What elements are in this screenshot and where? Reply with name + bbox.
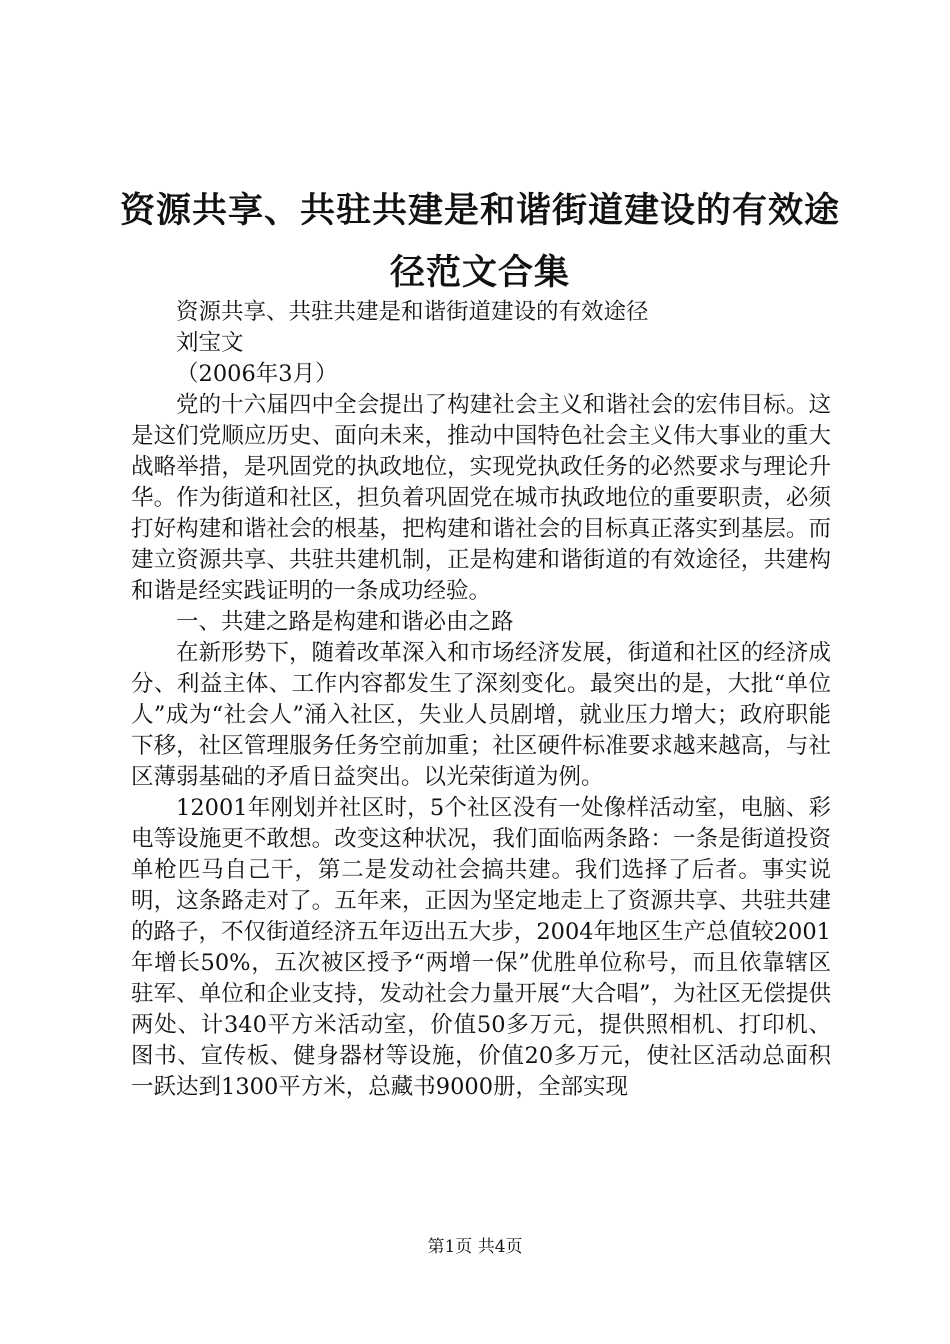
document-title: 资源共享、共驻共建是和谐街道建设的有效途径范文合集 <box>119 191 840 293</box>
paragraph: 在新形势下，随着改革深入和市场经济发展，街道和社区的经济成分、利益主体、工作内容都发生了深刻变化。最突出的是，大批“单位人”成为“社会人”涌入社区，失业人员剧增，就业压力增大；政府职能下移，社区管理服务任务空前加重；社区硬件标准要求越来越高，与社区薄弱基础的矛盾日益突出。以光荣街道为例。 <box>131 640 831 790</box>
author: 刘宝文 <box>176 330 244 356</box>
paragraph: 12001年刚划并社区时，5个社区没有一处像样活动室，电脑、彩电等设施更不敢想。改变这种状况，我们面临两条路：一条是街道投资单枪匹马自己干，第二是发动社会搞共建。我们选择了后者。事实说明，这条路走对了。五年来，正因为坚定地走上了资源共享、共驻共建的路子，不仅街道经济五年迈出五大步，2004年地区生产总值较2001年增长50%，五次被区授予“两增一保”优胜单位称号，而且依靠辖区驻军、单位和企业支持，发动社会力量开展“大合唱”，为社区无偿提供两处、计340平方米活动室，价值50多万元，提供照相机、打印机、图书、宣传板、健身器材等设施，价值20多万元，使社区活动总面积一跃达到1300平方米，总藏书9000册，全部实现 <box>131 795 831 1100</box>
subtitle: 资源共享、共驻共建是和谐街道建设的有效途径 <box>176 299 649 325</box>
section-heading: 一、共建之路是构建和谐必由之路 <box>176 609 514 635</box>
document-body <box>131 297 831 1103</box>
date: （2006年3月） <box>176 361 338 387</box>
page-footer: 第1页 共4页 <box>427 1237 523 1257</box>
paragraph: 党的十六届四中全会提出了构建社会主义和谐社会的宏伟目标。这是这们党顺应历史、面向未来，推动中国特色社会主义伟大事业的重大战略举措，是巩固党的执政地位，实现党执政任务的必然要求与理论升华。作为街道和社区，担负着巩固党在城市执政地位的重要职责，必须打好构建和谐社会的根基，把构建和谐社会的目标真正落实到基层。而建立资源共享、共驻共建机制，正是构建和谐街道的有效途径，共建构和谐是经实践证明的一条成功经验。 <box>131 392 831 604</box>
